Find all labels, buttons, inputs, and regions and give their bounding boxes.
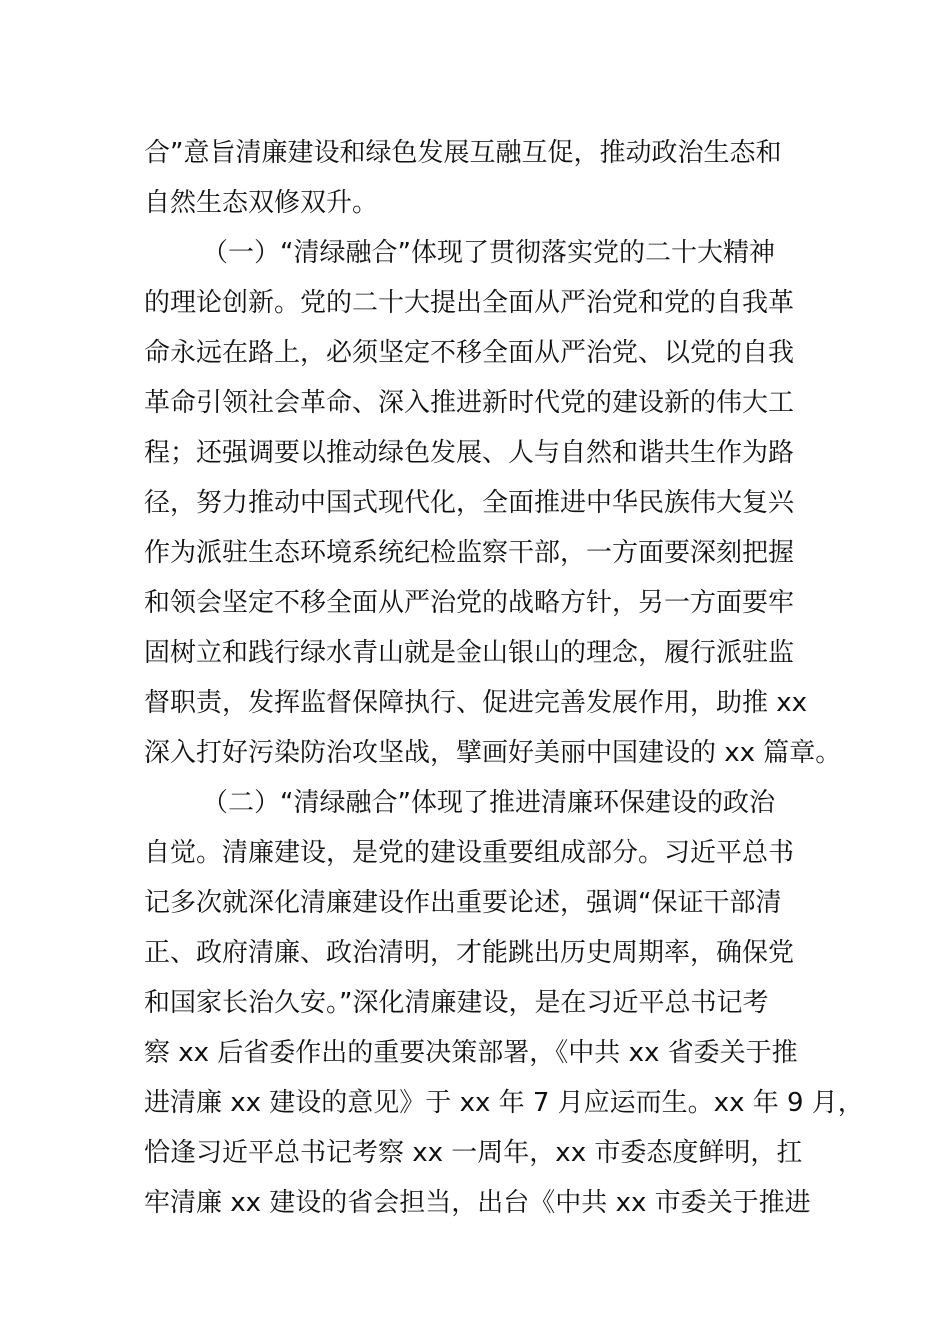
text-line: 的理论创新。党的二十大提出全面从严治党和党的自我革 (144, 288, 795, 318)
text-line: 自觉。清廉建设，是党的建设重要组成部分。习近平总书 (144, 838, 795, 868)
section-heading-line: （二）“清绿融合”体现了推进清廉环保建设的政治 (202, 788, 775, 818)
text-line: 径，努力推动中国式现代化，全面推进中华民族伟大复兴 (144, 488, 795, 518)
text-line: 固树立和践行绿水青山就是金山银山的理念，履行派驻监 (144, 638, 795, 668)
text-line: 作为派驻生态环境系统纪检监察干部，一方面要深刻把握 (144, 538, 795, 568)
body-text (144, 128, 864, 1228)
text-line: 命永远在路上，必须坚定不移全面从严治党、以党的自我 (144, 338, 795, 368)
text-line: 察 xx 后省委作出的重要决策部署，《中共 xx 省委关于推 (144, 1038, 798, 1068)
text-line: 记多次就深化清廉建设作出重要论述，强调“保证干部清 (144, 888, 782, 918)
text-line: 深入打好污染防治攻坚战，擘画好美丽中国建设的 xx 篇章。 (144, 738, 842, 768)
text-line: 和领会坚定不移全面从严治党的战略方针，另一方面要牢 (144, 588, 795, 618)
text-line: 自然生态双修双升。 (144, 188, 379, 218)
section-heading-line: （一）“清绿融合”体现了贯彻落实党的二十大精神 (202, 238, 775, 268)
text-line: 督职责，发挥监督保障执行、促进完善发展作用，助推 xx (144, 688, 808, 718)
text-line: 革命引领社会革命、深入推进新时代党的建设新的伟大工 (144, 388, 795, 418)
text-line: 正、政府清廉、政治清明，才能跳出历史周期率，确保党 (144, 938, 795, 968)
text-line: 合”意旨清廉建设和绿色发展互融互促，推动政治生态和 (144, 138, 782, 168)
text-line: 恰逢习近平总书记考察 xx 一周年，xx 市委态度鲜明，扛 (144, 1138, 803, 1168)
text-line: 牢清廉 xx 建设的省会担当，出台《中共 xx 市委关于推进 (144, 1188, 811, 1218)
text-line: 进清廉 xx 建设的意见》于 xx 年 7 月应运而生。xx 年 9 月， (144, 1088, 864, 1118)
text-line: 程；还强调要以推动绿色发展、人与自然和谐共生作为路 (144, 438, 795, 468)
text-line: 和国家长治久安。”深化清廉建设，是在习近平总书记考 (144, 988, 769, 1018)
